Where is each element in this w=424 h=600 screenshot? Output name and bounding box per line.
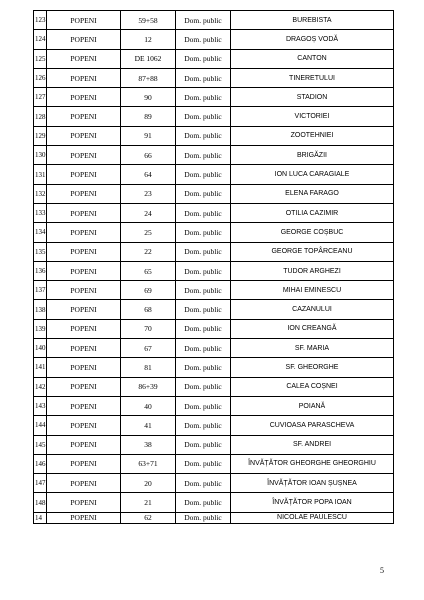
table-row [34, 454, 394, 473]
village-cell: POPENI [47, 319, 121, 338]
village-cell: POPENI [47, 165, 121, 184]
row-number-cell: 131 [34, 165, 47, 184]
table-row [34, 377, 394, 396]
plot-number-cell: 62 [121, 512, 176, 523]
table-row [34, 512, 394, 523]
village-cell: POPENI [47, 416, 121, 435]
street-name-cell: CANTON [231, 49, 394, 68]
domain-status-cell: Dom. public [176, 203, 231, 222]
plot-number-cell: 68 [121, 300, 176, 319]
plot-number-cell: 67 [121, 339, 176, 358]
domain-status-cell: Dom. public [176, 68, 231, 87]
street-name-cell: STADION [231, 88, 394, 107]
street-name-cell: ÎNVĂȚĂTOR GHEORGHE GHEORGHIU [231, 454, 394, 473]
domain-status-cell: Dom. public [176, 184, 231, 203]
row-number-cell: 143 [34, 396, 47, 415]
row-number-cell: 129 [34, 126, 47, 145]
domain-status-cell: Dom. public [176, 223, 231, 242]
table-row [34, 416, 394, 435]
plot-number-cell: DE 1062 [121, 49, 176, 68]
village-cell: POPENI [47, 474, 121, 493]
village-cell: POPENI [47, 512, 121, 523]
domain-status-cell: Dom. public [176, 493, 231, 512]
table-row [34, 223, 394, 242]
table-row [34, 184, 394, 203]
village-cell: POPENI [47, 493, 121, 512]
table-row [34, 107, 394, 126]
street-name-cell: NICOLAE PAULESCU [231, 512, 394, 523]
plot-number-cell: 12 [121, 30, 176, 49]
street-name-cell: CALEA COȘNEI [231, 377, 394, 396]
domain-status-cell: Dom. public [176, 242, 231, 261]
street-name-cell: TUDOR ARGHEZI [231, 261, 394, 280]
domain-status-cell: Dom. public [176, 165, 231, 184]
village-cell: POPENI [47, 88, 121, 107]
plot-number-cell: 40 [121, 396, 176, 415]
table-row [34, 396, 394, 415]
village-cell: POPENI [47, 300, 121, 319]
table-row [34, 435, 394, 454]
row-number-cell: 128 [34, 107, 47, 126]
village-cell: POPENI [47, 30, 121, 49]
row-number-cell: 130 [34, 146, 47, 165]
village-cell: POPENI [47, 242, 121, 261]
plot-number-cell: 20 [121, 474, 176, 493]
plot-number-cell: 25 [121, 223, 176, 242]
table-row [34, 261, 394, 280]
domain-status-cell: Dom. public [176, 107, 231, 126]
table-row [34, 242, 394, 261]
table-row [34, 165, 394, 184]
village-cell: POPENI [47, 281, 121, 300]
domain-status-cell: Dom. public [176, 474, 231, 493]
village-cell: POPENI [47, 68, 121, 87]
village-cell: POPENI [47, 358, 121, 377]
plot-number-cell: 91 [121, 126, 176, 145]
domain-status-cell: Dom. public [176, 49, 231, 68]
table-row [34, 319, 394, 338]
row-number-cell: 125 [34, 49, 47, 68]
street-name-cell: ÎNVĂȚĂTOR IOAN ȘUȘNEA [231, 474, 394, 493]
table-row [34, 49, 394, 68]
row-number-cell: 147 [34, 474, 47, 493]
street-name-cell: DRAGOȘ VODĂ [231, 30, 394, 49]
street-name-cell: SF. MARIA [231, 339, 394, 358]
domain-status-cell: Dom. public [176, 126, 231, 145]
village-cell: POPENI [47, 261, 121, 280]
domain-status-cell: Dom. public [176, 319, 231, 338]
street-name-cell: SF. GHEORGHE [231, 358, 394, 377]
row-number-cell: 139 [34, 319, 47, 338]
street-name-cell: CAZANULUI [231, 300, 394, 319]
village-cell: POPENI [47, 396, 121, 415]
table-row [34, 300, 394, 319]
plot-number-cell: 90 [121, 88, 176, 107]
domain-status-cell: Dom. public [176, 11, 231, 30]
row-number-cell: 144 [34, 416, 47, 435]
street-name-cell: CUVIOASA PARASCHEVA [231, 416, 394, 435]
street-name-cell: POIANĂ [231, 396, 394, 415]
row-number-cell: 145 [34, 435, 47, 454]
domain-status-cell: Dom. public [176, 300, 231, 319]
street-name-cell: ION LUCA CARAGIALE [231, 165, 394, 184]
row-number-cell: 135 [34, 242, 47, 261]
domain-status-cell: Dom. public [176, 396, 231, 415]
row-number-cell: 134 [34, 223, 47, 242]
street-name-cell: ION CREANGĂ [231, 319, 394, 338]
village-cell: POPENI [47, 377, 121, 396]
plot-number-cell: 21 [121, 493, 176, 512]
table-row [34, 203, 394, 222]
row-number-cell: 137 [34, 281, 47, 300]
street-name-cell: ÎNVĂȚĂTOR POPA IOAN [231, 493, 394, 512]
table-row [34, 11, 394, 30]
street-name-cell: TINERETULUI [231, 68, 394, 87]
plot-number-cell: 87+88 [121, 68, 176, 87]
plot-number-cell: 81 [121, 358, 176, 377]
domain-status-cell: Dom. public [176, 358, 231, 377]
plot-number-cell: 59+58 [121, 11, 176, 30]
domain-status-cell: Dom. public [176, 416, 231, 435]
table-row [34, 30, 394, 49]
plot-number-cell: 41 [121, 416, 176, 435]
street-name-cell: GEORGE TOPÂRCEANU [231, 242, 394, 261]
table-row [34, 358, 394, 377]
plot-number-cell: 66 [121, 146, 176, 165]
village-cell: POPENI [47, 435, 121, 454]
table-row [34, 493, 394, 512]
page-number: 5 [380, 566, 384, 575]
domain-status-cell: Dom. public [176, 377, 231, 396]
plot-number-cell: 24 [121, 203, 176, 222]
plot-number-cell: 64 [121, 165, 176, 184]
plot-number-cell: 70 [121, 319, 176, 338]
row-number-cell: 140 [34, 339, 47, 358]
domain-status-cell: Dom. public [176, 30, 231, 49]
village-cell: POPENI [47, 11, 121, 30]
plot-number-cell: 23 [121, 184, 176, 203]
street-name-cell: ZOOTEHNIEI [231, 126, 394, 145]
domain-status-cell: Dom. public [176, 146, 231, 165]
street-name-cell: MIHAI EMINESCU [231, 281, 394, 300]
row-number-cell: 14 [34, 512, 47, 523]
row-number-cell: 142 [34, 377, 47, 396]
row-number-cell: 141 [34, 358, 47, 377]
street-name-cell: BRIGĂZII [231, 146, 394, 165]
street-name-cell: OTILIA CAZIMIR [231, 203, 394, 222]
plot-number-cell: 63+71 [121, 454, 176, 473]
domain-status-cell: Dom. public [176, 281, 231, 300]
domain-status-cell: Dom. public [176, 512, 231, 523]
row-number-cell: 132 [34, 184, 47, 203]
row-number-cell: 148 [34, 493, 47, 512]
domain-status-cell: Dom. public [176, 435, 231, 454]
village-cell: POPENI [47, 339, 121, 358]
row-number-cell: 133 [34, 203, 47, 222]
row-number-cell: 126 [34, 68, 47, 87]
table-row [34, 339, 394, 358]
plot-number-cell: 89 [121, 107, 176, 126]
domain-status-cell: Dom. public [176, 88, 231, 107]
domain-status-cell: Dom. public [176, 261, 231, 280]
plot-number-cell: 69 [121, 281, 176, 300]
plot-number-cell: 22 [121, 242, 176, 261]
table-row [34, 281, 394, 300]
row-number-cell: 138 [34, 300, 47, 319]
table-row [34, 68, 394, 87]
village-cell: POPENI [47, 223, 121, 242]
table-row [34, 474, 394, 493]
table-row [34, 88, 394, 107]
row-number-cell: 124 [34, 30, 47, 49]
street-name-cell: GEORGE COȘBUC [231, 223, 394, 242]
street-register-table [33, 10, 394, 524]
village-cell: POPENI [47, 454, 121, 473]
street-name-cell: BUREBISTA [231, 11, 394, 30]
village-cell: POPENI [47, 146, 121, 165]
street-name-cell: VICTORIEI [231, 107, 394, 126]
plot-number-cell: 86+39 [121, 377, 176, 396]
village-cell: POPENI [47, 203, 121, 222]
domain-status-cell: Dom. public [176, 339, 231, 358]
row-number-cell: 123 [34, 11, 47, 30]
row-number-cell: 127 [34, 88, 47, 107]
table-row [34, 126, 394, 145]
street-name-cell: ELENA FARAGO [231, 184, 394, 203]
row-number-cell: 146 [34, 454, 47, 473]
table-body [34, 11, 394, 524]
village-cell: POPENI [47, 184, 121, 203]
table-row [34, 146, 394, 165]
village-cell: POPENI [47, 49, 121, 68]
street-name-cell: SF. ANDREI [231, 435, 394, 454]
plot-number-cell: 65 [121, 261, 176, 280]
village-cell: POPENI [47, 126, 121, 145]
village-cell: POPENI [47, 107, 121, 126]
row-number-cell: 136 [34, 261, 47, 280]
domain-status-cell: Dom. public [176, 454, 231, 473]
plot-number-cell: 38 [121, 435, 176, 454]
